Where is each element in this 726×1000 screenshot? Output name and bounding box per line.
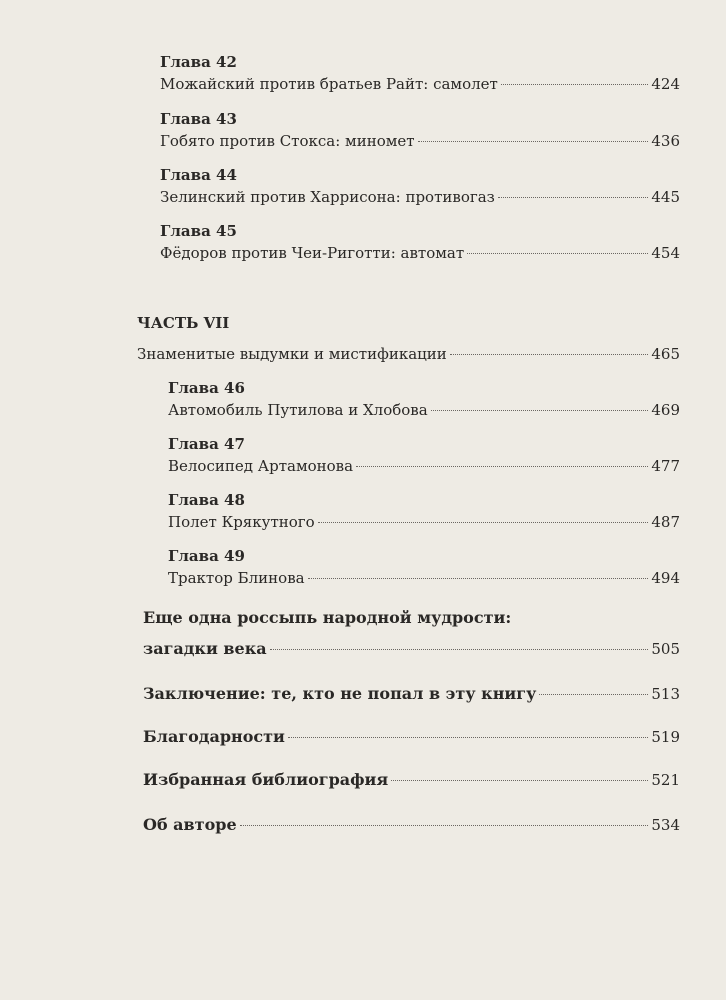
dot-leader	[356, 466, 648, 467]
chapter-43-title: Гобято против Стокса: миномет	[160, 132, 415, 150]
conclusion-page: 513	[651, 685, 680, 703]
chapter-43-page: 436	[651, 132, 680, 150]
thanks-page: 519	[651, 728, 680, 746]
dot-leader	[539, 694, 648, 695]
bibliography-title: Избранная библиография	[143, 770, 389, 789]
toc-entry-chapter-48	[168, 513, 680, 531]
chapter-46-page: 469	[651, 401, 680, 419]
dot-leader	[308, 578, 649, 579]
dot-leader	[501, 84, 649, 85]
toc-entry-riddles	[143, 639, 680, 658]
chapter-48-label: Глава 48	[168, 491, 245, 509]
dot-leader	[431, 410, 649, 411]
chapter-45-label: Глава 45	[160, 222, 237, 240]
toc-entry-chapter-42	[160, 75, 680, 93]
dot-leader	[467, 253, 648, 254]
chapter-46-title: Автомобиль Путилова и Хлобова	[168, 401, 428, 419]
toc-entry-bibliography	[143, 770, 680, 789]
part-vii-title: Знаменитые выдумки и мистификации	[137, 345, 447, 363]
chapter-42-label: Глава 42	[160, 53, 237, 71]
toc-entry-chapter-46	[168, 401, 680, 419]
toc-entry-chapter-49	[168, 569, 680, 587]
riddles-title-line1: Еще одна россыпь народной мудрости:	[143, 608, 512, 627]
dot-leader	[240, 825, 649, 826]
chapter-44-label: Глава 44	[160, 166, 237, 184]
chapter-48-page: 487	[651, 513, 680, 531]
dot-leader	[391, 780, 648, 781]
toc-entry-about	[143, 815, 680, 834]
part-vii-heading: ЧАСТЬ VII	[137, 314, 230, 332]
toc-entry-part-vii	[137, 345, 680, 363]
riddles-title-line2: загадки века	[143, 639, 267, 658]
toc-entry-chapter-44	[160, 188, 680, 206]
chapter-46-label: Глава 46	[168, 379, 245, 397]
thanks-title: Благодарности	[143, 727, 285, 746]
toc-entry-conclusion	[143, 684, 680, 703]
dot-leader	[288, 737, 648, 738]
dot-leader	[418, 141, 649, 142]
toc-entry-chapter-45	[160, 244, 680, 262]
chapter-45-title: Фёдоров против Чеи-Риготти: автомат	[160, 244, 465, 262]
chapter-43-label: Глава 43	[160, 110, 237, 128]
toc-entry-chapter-43	[160, 132, 680, 150]
chapter-47-label: Глава 47	[168, 435, 245, 453]
chapter-47-page: 477	[651, 457, 680, 475]
chapter-47-title: Велосипед Артамонова	[168, 457, 354, 475]
chapter-45-page: 454	[651, 244, 680, 262]
chapter-49-page: 494	[651, 569, 680, 587]
about-title: Об авторе	[143, 815, 237, 834]
part-vii-page: 465	[651, 345, 680, 363]
bibliography-page: 521	[651, 771, 680, 789]
chapter-49-title: Трактор Блинова	[168, 569, 305, 587]
chapter-42-page: 424	[651, 75, 680, 93]
chapter-42-title: Можайский против братьев Райт: самолет	[160, 75, 498, 93]
about-page: 534	[651, 816, 680, 834]
toc-entry-thanks	[143, 727, 680, 746]
toc-entry-chapter-47	[168, 457, 680, 475]
riddles-page: 505	[651, 640, 680, 658]
conclusion-title: Заключение: те, кто не попал в эту книгу	[143, 684, 537, 703]
dot-leader	[450, 354, 649, 355]
chapter-44-title: Зелинский против Харрисона: противогаз	[160, 188, 495, 206]
chapter-44-page: 445	[651, 188, 680, 206]
chapter-49-label: Глава 49	[168, 547, 245, 565]
dot-leader	[498, 197, 649, 198]
chapter-48-title: Полет Крякутного	[168, 513, 315, 531]
dot-leader	[270, 649, 649, 650]
dot-leader	[318, 522, 649, 523]
